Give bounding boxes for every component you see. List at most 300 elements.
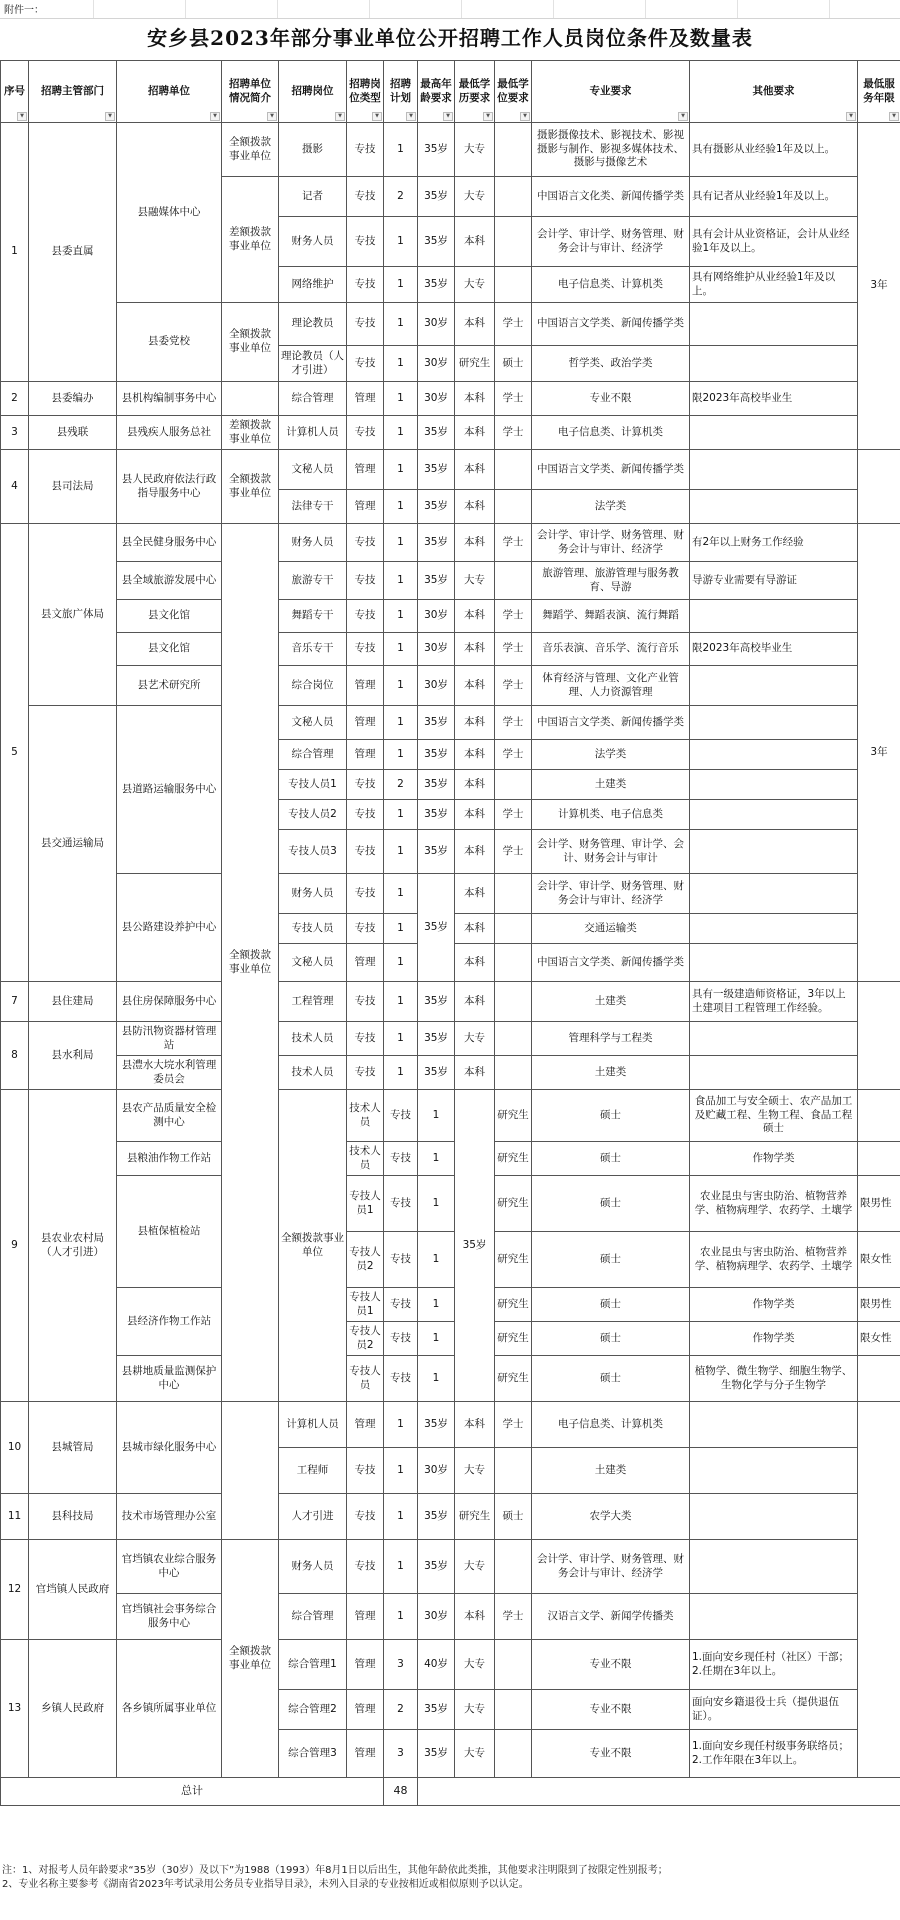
cell-count: 1 bbox=[384, 1402, 418, 1448]
cell-years: 3年 bbox=[858, 123, 900, 450]
cell-pos-type: 专技 bbox=[347, 633, 384, 666]
cell-pos-type: 专技 bbox=[347, 800, 384, 830]
cell-degree: 硕士 bbox=[532, 1322, 690, 1356]
header-age[interactable]: 最高年龄要求 ▼ bbox=[418, 61, 455, 123]
filter-dropdown-icon[interactable]: ▼ bbox=[17, 112, 27, 121]
cell-other: 导游专业需要有导游证 bbox=[690, 562, 858, 600]
cell-other bbox=[690, 1056, 858, 1090]
cell-pos-type: 专技 bbox=[347, 830, 384, 874]
filter-dropdown-icon[interactable]: ▼ bbox=[678, 112, 688, 121]
cell-other bbox=[690, 770, 858, 800]
cell-edu: 研究生 bbox=[495, 1232, 532, 1288]
cell-seq: 12 bbox=[1, 1540, 29, 1640]
cell-major: 作物学类 bbox=[690, 1288, 858, 1322]
cell-other: 限女性 bbox=[858, 1322, 900, 1356]
cell-pos-type: 专技 bbox=[347, 346, 384, 382]
filter-dropdown-icon[interactable]: ▼ bbox=[483, 112, 493, 121]
header-unit-type[interactable]: 招聘单位情况简介 ▼ bbox=[222, 61, 279, 123]
table-row bbox=[1, 1288, 900, 1322]
cell-degree: 学士 bbox=[495, 600, 532, 633]
cell-edu: 本科 bbox=[455, 416, 495, 450]
cell-position: 专技人员2 bbox=[347, 1322, 384, 1356]
cell-age: 30岁 bbox=[418, 633, 455, 666]
cell-seq: 2 bbox=[1, 382, 29, 416]
cell-degree bbox=[495, 1730, 532, 1778]
header-edu[interactable]: 最低学历要求 ▼ bbox=[455, 61, 495, 123]
cell-degree: 硕士 bbox=[532, 1142, 690, 1176]
cell-pos-type: 专技 bbox=[347, 267, 384, 303]
cell-pos-type: 管理 bbox=[347, 706, 384, 740]
cell-seq: 9 bbox=[1, 1090, 29, 1402]
table-row bbox=[1, 1090, 900, 1142]
cell-dept: 县农业农村局（人才引进） bbox=[29, 1090, 117, 1402]
cell-pos-type: 专技 bbox=[347, 600, 384, 633]
filter-dropdown-icon[interactable]: ▼ bbox=[889, 112, 899, 121]
cell-other: 具有网络维护从业经验1年及以上。 bbox=[690, 267, 858, 303]
cell-count: 1 bbox=[384, 490, 418, 524]
cell-other bbox=[690, 706, 858, 740]
cell-unit: 县粮油作物工作站 bbox=[117, 1142, 222, 1176]
table-row bbox=[1, 303, 900, 346]
filter-dropdown-icon[interactable]: ▼ bbox=[372, 112, 382, 121]
cell-edu: 本科 bbox=[455, 490, 495, 524]
table-row bbox=[1, 706, 900, 740]
cell-degree: 学士 bbox=[495, 416, 532, 450]
cell-count: 1 bbox=[384, 874, 418, 914]
cell-age: 35岁 bbox=[418, 1540, 455, 1594]
table-row bbox=[1, 1540, 900, 1594]
cell-age: 35岁 bbox=[418, 177, 455, 217]
cell-other bbox=[690, 944, 858, 982]
cell-dept: 县委直属 bbox=[29, 123, 117, 382]
cell-major: 植物学、微生物学、细胞生物学、生物化学与分子生物学 bbox=[690, 1356, 858, 1402]
filter-dropdown-icon[interactable]: ▼ bbox=[520, 112, 530, 121]
cell-other bbox=[690, 1402, 858, 1448]
header-years[interactable]: 最低服务年限 ▼ bbox=[858, 61, 900, 123]
cell-edu: 本科 bbox=[455, 1402, 495, 1448]
cell-pos-type: 专技 bbox=[347, 177, 384, 217]
cell-count: 1 bbox=[384, 1448, 418, 1494]
cell-edu: 本科 bbox=[455, 982, 495, 1022]
cell-age: 35岁 bbox=[418, 1056, 455, 1090]
cell-pos-type: 专技 bbox=[347, 123, 384, 177]
cell-position: 摄影 bbox=[279, 123, 347, 177]
cell-major: 哲学类、政治学类 bbox=[532, 346, 690, 382]
cell-major: 电子信息类、计算机类 bbox=[532, 267, 690, 303]
cell-years: 3年 bbox=[858, 524, 900, 982]
cell-unit: 县残疾人服务总社 bbox=[117, 416, 222, 450]
cell-unit: 县委党校 bbox=[117, 303, 222, 382]
cell-edu: 研究生 bbox=[495, 1090, 532, 1142]
cell-other bbox=[690, 874, 858, 914]
cell-position: 技术人员 bbox=[347, 1090, 384, 1142]
total-row bbox=[1, 1778, 900, 1806]
cell-age: 30岁 bbox=[418, 1448, 455, 1494]
cell-other bbox=[690, 490, 858, 524]
cell-degree: 硕士 bbox=[532, 1288, 690, 1322]
cell-age: 30岁 bbox=[418, 600, 455, 633]
table-row bbox=[1, 1356, 900, 1402]
cell-edu: 研究生 bbox=[495, 1288, 532, 1322]
cell-unit-type: 差额拨款事业单位 bbox=[222, 177, 279, 303]
cell-position: 文秘人员 bbox=[279, 450, 347, 490]
cell-other bbox=[690, 1540, 858, 1594]
cell-position: 专技人员1 bbox=[347, 1176, 384, 1232]
cell-major: 农学大类 bbox=[532, 1494, 690, 1540]
cell-edu: 本科 bbox=[455, 874, 495, 914]
cell-other bbox=[690, 830, 858, 874]
header-row bbox=[1, 61, 900, 123]
cell-pos-type: 管理 bbox=[347, 666, 384, 706]
cell-unit: 县机构编制事务中心 bbox=[117, 382, 222, 416]
cell-count: 1 bbox=[384, 267, 418, 303]
cell-count: 1 bbox=[384, 450, 418, 490]
cell-age: 35岁 bbox=[418, 490, 455, 524]
header-seq[interactable]: 序号 ▼ bbox=[1, 61, 29, 123]
cell-other: 限女性 bbox=[858, 1232, 900, 1288]
table-row bbox=[1, 1594, 900, 1640]
cell-major: 中国语言文学类、新闻传播学类 bbox=[532, 450, 690, 490]
cell-edu: 本科 bbox=[455, 303, 495, 346]
cell-edu: 本科 bbox=[455, 600, 495, 633]
cell-unit-type: 全额拨款事业单位 bbox=[279, 1090, 347, 1402]
cell-major: 农业昆虫与害虫防治、植物营养学、植物病理学、农药学、土壤学 bbox=[690, 1232, 858, 1288]
cell-degree bbox=[495, 490, 532, 524]
header-count[interactable]: 招聘计划 ▼ bbox=[384, 61, 418, 123]
cell-position: 综合管理 bbox=[279, 1594, 347, 1640]
cell-other bbox=[858, 1090, 900, 1142]
cell-count: 2 bbox=[384, 177, 418, 217]
cell-other bbox=[690, 450, 858, 490]
cell-other: 具有记者从业经验1年及以上。 bbox=[690, 177, 858, 217]
cell-degree: 硕士 bbox=[532, 1176, 690, 1232]
cell-dept: 县文旅广体局 bbox=[29, 524, 117, 706]
cell-count: 1 bbox=[384, 666, 418, 706]
cell-major: 交通运输类 bbox=[532, 914, 690, 944]
cell-other: 限男性 bbox=[858, 1288, 900, 1322]
header-pos-type[interactable]: 招聘岗位类型 ▼ bbox=[347, 61, 384, 123]
cell-degree bbox=[495, 450, 532, 490]
cell-major: 土建类 bbox=[532, 982, 690, 1022]
cell-unit-type: 全额拨款事业单位 bbox=[222, 524, 279, 1402]
cell-position: 综合管理2 bbox=[279, 1690, 347, 1730]
cell-pos-type: 专技 bbox=[384, 1232, 418, 1288]
table-row bbox=[1, 524, 900, 562]
cell-major: 旅游管理、旅游管理与服务教育、导游 bbox=[532, 562, 690, 600]
filter-dropdown-icon[interactable]: ▼ bbox=[210, 112, 220, 121]
cell-major: 法学类 bbox=[532, 740, 690, 770]
cell-position: 网络维护 bbox=[279, 267, 347, 303]
cell-age: 35岁 bbox=[418, 874, 455, 982]
cell-position: 财务人员 bbox=[279, 874, 347, 914]
cell-unit-type: 差额拨款事业单位 bbox=[222, 416, 279, 450]
cell-edu: 大专 bbox=[455, 177, 495, 217]
cell-unit: 技术市场管理办公室 bbox=[117, 1494, 222, 1540]
cell-position: 财务人员 bbox=[279, 217, 347, 267]
cell-pos-type: 专技 bbox=[347, 303, 384, 346]
cell-other bbox=[690, 740, 858, 770]
cell-position: 技术人员 bbox=[279, 1022, 347, 1056]
cell-edu: 大专 bbox=[455, 1540, 495, 1594]
cell-major: 会计学、审计学、财务管理、财务会计与审计、经济学 bbox=[532, 524, 690, 562]
cell-seq: 13 bbox=[1, 1640, 29, 1778]
cell-major: 作物学类 bbox=[690, 1142, 858, 1176]
cell-unit: 官垱镇农业综合服务中心 bbox=[117, 1540, 222, 1594]
cell-edu: 研究生 bbox=[495, 1322, 532, 1356]
cell-pos-type: 专技 bbox=[347, 770, 384, 800]
cell-other: 限2023年高校毕业生 bbox=[690, 633, 858, 666]
cell-major: 会计学、审计学、财务管理、财务会计与审计、经济学 bbox=[532, 874, 690, 914]
cell-age: 30岁 bbox=[418, 1594, 455, 1640]
cell-edu: 大专 bbox=[455, 267, 495, 303]
cell-count: 1 bbox=[384, 123, 418, 177]
table-row bbox=[1, 123, 900, 177]
table-row bbox=[1, 982, 900, 1022]
total-count: 48 bbox=[384, 1778, 418, 1806]
cell-pos-type: 专技 bbox=[384, 1356, 418, 1402]
cell-position: 理论教员 bbox=[279, 303, 347, 346]
cell-degree bbox=[495, 177, 532, 217]
cell-position: 专技人员1 bbox=[279, 770, 347, 800]
cell-count: 1 bbox=[384, 346, 418, 382]
cell-degree bbox=[495, 874, 532, 914]
cell-position: 舞蹈专干 bbox=[279, 600, 347, 633]
cell-count: 1 bbox=[384, 1022, 418, 1056]
cell-unit: 县人民政府依法行政指导服务中心 bbox=[117, 450, 222, 524]
cell-unit: 各乡镇所属事业单位 bbox=[117, 1640, 222, 1778]
cell-major: 专业不限 bbox=[532, 382, 690, 416]
cell-unit: 县文化馆 bbox=[117, 600, 222, 633]
cell-unit: 县公路建设养护中心 bbox=[117, 874, 222, 982]
cell-unit-type: 全额拨款事业单位 bbox=[222, 123, 279, 177]
cell-position: 财务人员 bbox=[279, 524, 347, 562]
cell-pos-type: 专技 bbox=[384, 1090, 418, 1142]
cell-position: 综合管理3 bbox=[279, 1730, 347, 1778]
cell-count: 1 bbox=[384, 303, 418, 346]
cell-position: 专技人员2 bbox=[279, 800, 347, 830]
cell-other: 具有会计从业资格证，会计从业经验1年及以上。 bbox=[690, 217, 858, 267]
cell-major: 中国语言文学类、新闻传播学类 bbox=[532, 706, 690, 740]
cell-other bbox=[690, 303, 858, 346]
cell-edu: 研究生 bbox=[495, 1176, 532, 1232]
cell-degree bbox=[495, 1022, 532, 1056]
cell-pos-type: 专技 bbox=[347, 1056, 384, 1090]
cell-count: 1 bbox=[384, 800, 418, 830]
cell-major: 音乐表演、音乐学、流行音乐 bbox=[532, 633, 690, 666]
filter-dropdown-icon[interactable]: ▼ bbox=[267, 112, 277, 121]
cell-count: 1 bbox=[384, 740, 418, 770]
cell-other bbox=[690, 914, 858, 944]
cell-age: 35岁 bbox=[418, 800, 455, 830]
cell-age: 35岁 bbox=[418, 267, 455, 303]
cell-unit: 县道路运输服务中心 bbox=[117, 706, 222, 874]
cell-degree: 学士 bbox=[495, 303, 532, 346]
cell-other bbox=[858, 1142, 900, 1176]
cell-degree bbox=[495, 267, 532, 303]
cell-degree: 硕士 bbox=[495, 1494, 532, 1540]
cell-pos-type: 管理 bbox=[347, 944, 384, 982]
cell-other: 面向安乡籍退役士兵（提供退伍证）。 bbox=[690, 1690, 858, 1730]
cell-pos-type: 管理 bbox=[347, 490, 384, 524]
header-degree[interactable]: 最低学位要求 ▼ bbox=[495, 61, 532, 123]
table-row bbox=[1, 1142, 900, 1176]
cell-age: 35岁 bbox=[418, 1402, 455, 1448]
header-other[interactable]: 其他要求 ▼ bbox=[690, 61, 858, 123]
cell-edu: 研究生 bbox=[455, 346, 495, 382]
table-row bbox=[1, 382, 900, 416]
cell-edu: 本科 bbox=[455, 914, 495, 944]
filter-dropdown-icon[interactable]: ▼ bbox=[406, 112, 416, 121]
cell-degree: 学士 bbox=[495, 706, 532, 740]
cell-other: 具有摄影从业经验1年及以上。 bbox=[690, 123, 858, 177]
table-row bbox=[1, 1640, 900, 1690]
cell-degree: 硕士 bbox=[532, 1090, 690, 1142]
cell-dept: 乡镇人民政府 bbox=[29, 1640, 117, 1778]
cell-other: 具有一级建造师资格证，3年以上土建项目工程管理工作经验。 bbox=[690, 982, 858, 1022]
cell-edu: 研究生 bbox=[495, 1142, 532, 1176]
header-unit[interactable]: 招聘单位 ▼ bbox=[117, 61, 222, 123]
cell-edu: 本科 bbox=[455, 830, 495, 874]
cell-pos-type: 专技 bbox=[384, 1322, 418, 1356]
filter-dropdown-icon[interactable]: ▼ bbox=[443, 112, 453, 121]
cell-degree: 学士 bbox=[495, 1402, 532, 1448]
cell-position: 法律专干 bbox=[279, 490, 347, 524]
cell-unit: 县文化馆 bbox=[117, 633, 222, 666]
cell-age: 30岁 bbox=[418, 382, 455, 416]
cell-degree bbox=[495, 982, 532, 1022]
cell-position: 专技人员1 bbox=[347, 1288, 384, 1322]
cell-age: 35岁 bbox=[418, 1690, 455, 1730]
cell-age: 35岁 bbox=[418, 740, 455, 770]
cell-other bbox=[690, 1448, 858, 1494]
cell-other bbox=[690, 416, 858, 450]
cell-position: 综合管理1 bbox=[279, 1640, 347, 1690]
cell-degree bbox=[495, 217, 532, 267]
cell-dept: 官垱镇人民政府 bbox=[29, 1540, 117, 1640]
cell-edu: 本科 bbox=[455, 666, 495, 706]
cell-count: 1 bbox=[384, 706, 418, 740]
cell-age: 35岁 bbox=[418, 524, 455, 562]
cell-age: 30岁 bbox=[418, 346, 455, 382]
cell-dept: 县司法局 bbox=[29, 450, 117, 524]
cell-count: 1 bbox=[384, 633, 418, 666]
header-dept[interactable]: 招聘主管部门 ▼ bbox=[29, 61, 117, 123]
cell-degree: 学士 bbox=[495, 382, 532, 416]
cell-count: 1 bbox=[384, 562, 418, 600]
cell-count: 1 bbox=[384, 1056, 418, 1090]
header-major[interactable]: 专业要求 ▼ bbox=[532, 61, 690, 123]
cell-position: 技术人员 bbox=[279, 1056, 347, 1090]
cell-degree bbox=[495, 1448, 532, 1494]
cell-unit-type: 全额拨款事业单位 bbox=[222, 450, 279, 524]
cell-pos-type: 专技 bbox=[347, 524, 384, 562]
cell-position: 记者 bbox=[279, 177, 347, 217]
cell-edu: 本科 bbox=[455, 382, 495, 416]
filter-dropdown-icon[interactable]: ▼ bbox=[105, 112, 115, 121]
cell-unit: 县防汛物资器材管理站 bbox=[117, 1022, 222, 1056]
filter-dropdown-icon[interactable]: ▼ bbox=[846, 112, 856, 121]
cell-major: 会计学、审计学、财务管理、财务会计与审计、经济学 bbox=[532, 217, 690, 267]
cell-edu: 研究生 bbox=[455, 1494, 495, 1540]
cell-position: 计算机人员 bbox=[279, 1402, 347, 1448]
table-row bbox=[1, 874, 900, 914]
cell-count: 3 bbox=[384, 1640, 418, 1690]
table-row bbox=[1, 1176, 900, 1232]
cell-count: 1 bbox=[384, 830, 418, 874]
cell-degree bbox=[495, 1690, 532, 1730]
cell-position: 专技人员 bbox=[279, 914, 347, 944]
cell-pos-type: 专技 bbox=[347, 217, 384, 267]
cell-other: 限男性 bbox=[858, 1176, 900, 1232]
cell-position: 财务人员 bbox=[279, 1540, 347, 1594]
cell-edu: 本科 bbox=[455, 633, 495, 666]
cell-pos-type: 专技 bbox=[347, 562, 384, 600]
cell-dept: 县残联 bbox=[29, 416, 117, 450]
cell-position: 计算机人员 bbox=[279, 416, 347, 450]
cell-major: 中国语言文学类、新闻传播学类 bbox=[532, 944, 690, 982]
total-blank bbox=[418, 1778, 900, 1806]
cell-position: 文秘人员 bbox=[279, 944, 347, 982]
cell-seq: 7 bbox=[1, 982, 29, 1022]
cell-unit: 县城市绿化服务中心 bbox=[117, 1402, 222, 1494]
cell-count: 1 bbox=[384, 382, 418, 416]
cell-edu: 本科 bbox=[455, 1056, 495, 1090]
cell-other bbox=[690, 1494, 858, 1540]
footnote-line: 2、专业名称主要参考《湖南省2023年考试录用公务员专业指导目录》，未列入目录的专业按相近或相似原则予以认定。 bbox=[2, 1878, 529, 1890]
cell-unit: 官垱镇社会事务综合服务中心 bbox=[117, 1594, 222, 1640]
cell-edu: 大专 bbox=[455, 1022, 495, 1056]
cell-other: 1.面向安乡现任村（社区）干部； 2.任期在3年以上。 bbox=[690, 1640, 858, 1690]
cell-other bbox=[690, 800, 858, 830]
cell-dept: 县委编办 bbox=[29, 382, 117, 416]
header-position[interactable]: 招聘岗位 ▼ bbox=[279, 61, 347, 123]
filter-dropdown-icon[interactable]: ▼ bbox=[335, 112, 345, 121]
cell-unit-type: 全额拨款事业单位 bbox=[222, 1540, 279, 1778]
cell-unit: 县全民健身服务中心 bbox=[117, 524, 222, 562]
cell-major: 土建类 bbox=[532, 770, 690, 800]
cell-seq: 10 bbox=[1, 1402, 29, 1494]
cell-major: 中国语言文学类、新闻传播学类 bbox=[532, 303, 690, 346]
cell-edu: 本科 bbox=[455, 944, 495, 982]
cell-pos-type: 专技 bbox=[347, 416, 384, 450]
cell-age: 35岁 bbox=[418, 1730, 455, 1778]
cell-position: 人才引进 bbox=[279, 1494, 347, 1540]
cell-major: 电子信息类、计算机类 bbox=[532, 416, 690, 450]
table-row bbox=[1, 666, 900, 706]
cell-major: 管理科学与工程类 bbox=[532, 1022, 690, 1056]
cell-major: 中国语言文化类、新闻传播学类 bbox=[532, 177, 690, 217]
cell-degree bbox=[495, 1640, 532, 1690]
cell-age: 35岁 bbox=[418, 830, 455, 874]
table-row bbox=[1, 633, 900, 666]
cell-degree: 学士 bbox=[495, 666, 532, 706]
cell-degree: 学士 bbox=[495, 740, 532, 770]
cell-age: 35岁 bbox=[418, 1022, 455, 1056]
cell-age: 40岁 bbox=[418, 1640, 455, 1690]
cell-count: 3 bbox=[384, 1730, 418, 1778]
cell-count: 2 bbox=[384, 1690, 418, 1730]
cell-count: 1 bbox=[384, 1594, 418, 1640]
cell-pos-type: 专技 bbox=[384, 1288, 418, 1322]
cell-count: 1 bbox=[384, 914, 418, 944]
cell-major: 法学类 bbox=[532, 490, 690, 524]
cell-degree: 学士 bbox=[495, 633, 532, 666]
cell-position: 理论教员（人才引进） bbox=[279, 346, 347, 382]
footnotes bbox=[0, 1864, 900, 1891]
cell-other bbox=[690, 346, 858, 382]
cell-count: 1 bbox=[384, 524, 418, 562]
cell-count: 1 bbox=[384, 1494, 418, 1540]
